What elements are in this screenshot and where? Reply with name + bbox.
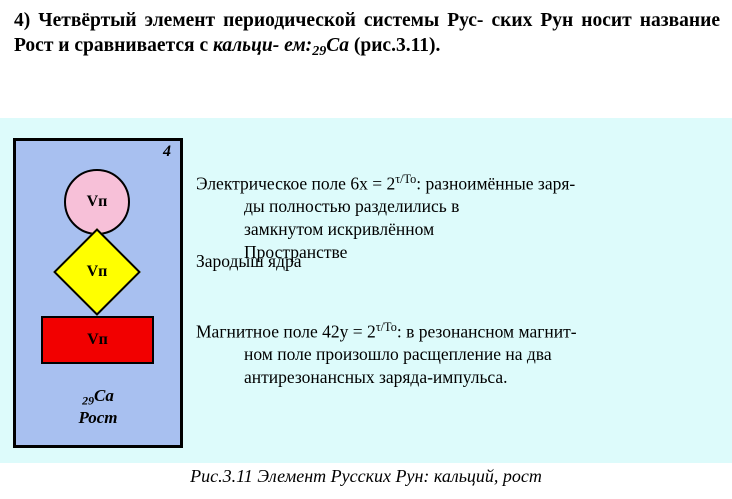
figure-diagram xyxy=(13,138,183,448)
figure-inner-caption xyxy=(16,386,180,429)
figure-caption: Рис.3.11 Элемент Русских Рун: кальций, рост xyxy=(190,466,542,486)
heading-figure-ref: (рис.3.11). xyxy=(348,35,441,57)
heading-element-symbol: Ca xyxy=(326,35,349,57)
figure-element-symbol: Ca xyxy=(94,386,114,405)
rectangle-shape xyxy=(41,316,154,364)
magnetic-field-line-3: антирезонансных заряда-импульса. xyxy=(244,366,508,387)
figure-mass-number: 29 xyxy=(82,393,95,408)
figure-index-label: 4 xyxy=(163,143,171,160)
electric-field-line-4: Пространстве xyxy=(244,241,348,262)
electric-field-exponent: τ/To xyxy=(395,172,417,186)
heading-mass-number: 29 xyxy=(312,43,327,60)
electric-field-label: Электрическое поле 6х = 2 xyxy=(196,173,396,194)
nucleus-label: Зародыш ядра xyxy=(196,251,302,271)
electric-field-line-2: ды полностью разделились в xyxy=(244,196,460,217)
heading-line-2: ских Рун носит название Рост и сравнивается с xyxy=(14,10,720,57)
magnetic-field-after: : в резонансном магнит- xyxy=(396,321,577,342)
electric-field-line-3: замкнутом искривлённом xyxy=(244,218,435,239)
electric-field-after: : разноимённые заря- xyxy=(416,173,576,194)
circle-symbol-label: Vп xyxy=(86,193,108,210)
heading-line-1: 4) Четвёртый элемент периодической системы Рус- xyxy=(14,10,484,31)
heading-line-3-italic: ем: xyxy=(284,35,313,57)
nucleus-text xyxy=(196,250,356,273)
magnetic-field-text xyxy=(196,320,721,389)
magnetic-field-exponent: τ/To xyxy=(375,320,397,334)
page-title xyxy=(14,8,720,61)
figure-element-name: Рост xyxy=(78,407,118,427)
magnetic-field-label: Магнитное поле 42у = 2 xyxy=(196,321,376,342)
heading-line-2-italic: кальци- xyxy=(213,35,280,57)
diamond-symbol-label: Vп xyxy=(86,263,108,280)
circle-shape xyxy=(64,169,130,235)
magnetic-field-line-2: ном поле произошло расщепление на два xyxy=(244,344,552,365)
rectangle-symbol-label: Vп xyxy=(87,331,108,348)
